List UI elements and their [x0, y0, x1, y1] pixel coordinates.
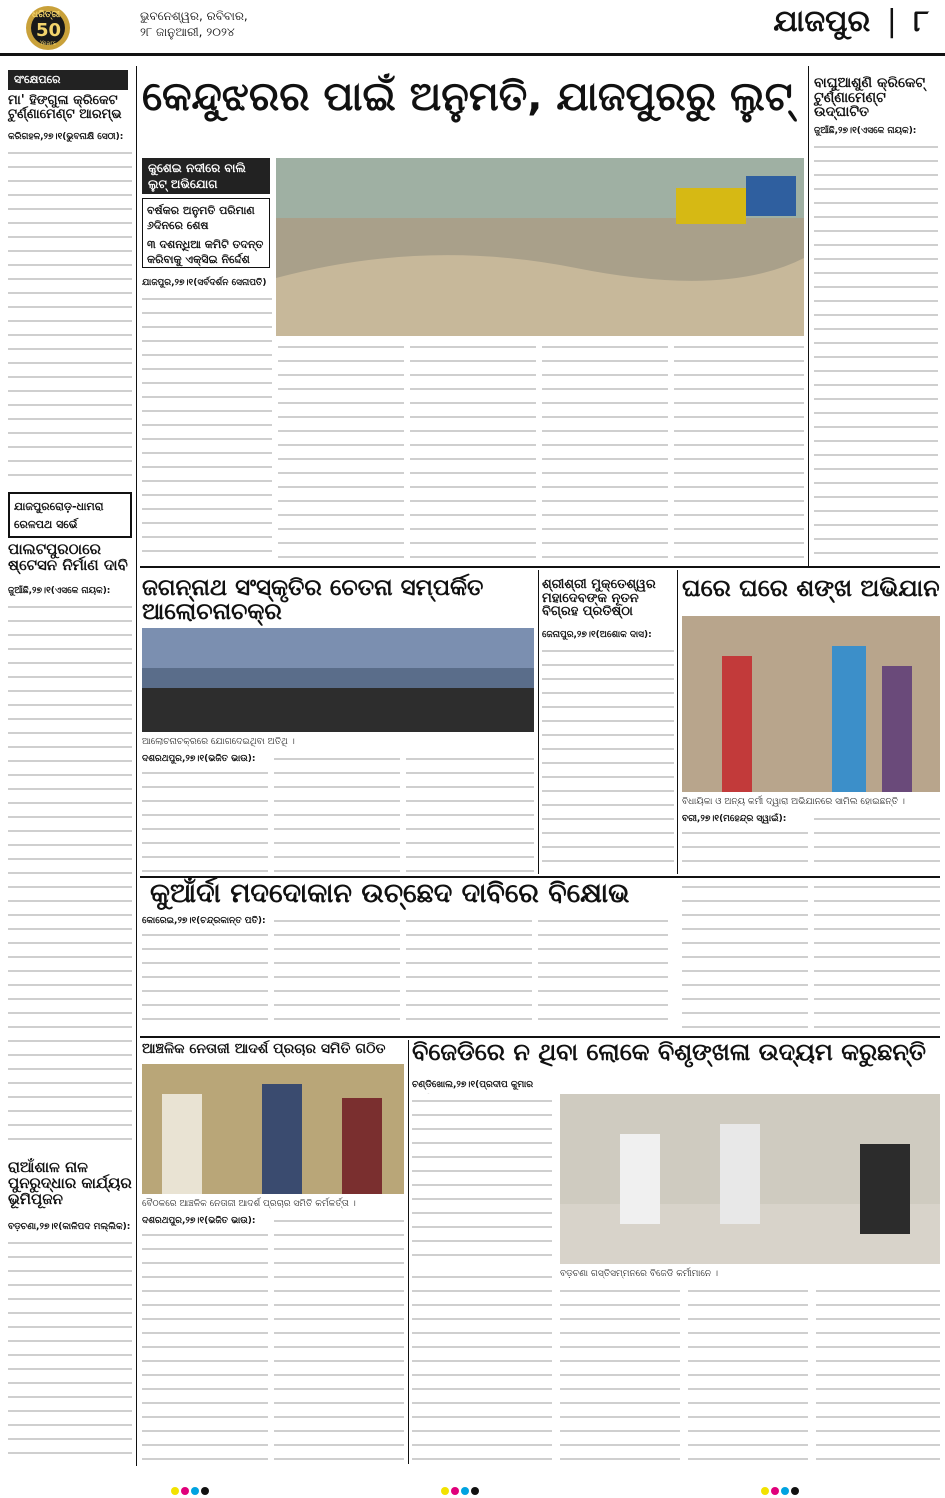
mukteswar-headline: ଶ୍ରୀଶ୍ରୀ ମୁକ୍ତେଶ୍ୱର ମହାଦେବଙ୍କ ନୂତନ ବିଗ୍ରହ ପ୍ରତିଷ୍ଠା	[542, 577, 656, 620]
lead-byline: ଯାଜପୁର,୨୭।୧(ସର୍ବଦର୍ଶନ ସେନାପତି)	[142, 278, 267, 288]
rahanshala-body	[8, 1236, 132, 1462]
cricket-byline: ଜୁଆଁଛି,୨୭।୧(ଏସକେ ନାୟକ):	[814, 126, 917, 136]
column-rule	[136, 66, 137, 1466]
rail-body	[8, 600, 132, 1140]
shankha-photo	[682, 616, 940, 792]
kuanda-body-col2	[274, 914, 400, 1032]
column-rule	[808, 66, 809, 566]
lead-body-col1	[142, 292, 272, 562]
kuanda-body-col1	[142, 928, 268, 1032]
section-name: ଯାଜପୁର	[773, 4, 871, 39]
section-title	[773, 4, 929, 39]
shankha-body-col3	[682, 880, 808, 1032]
section-rule	[140, 566, 940, 568]
bjd-body-col3	[560, 1284, 680, 1462]
cricket-headline: ବାଘୁଆଶୁଣି କ୍ରିକେଟ୍ ଟୁର୍ଣ୍ଣାମେଣ୍ଟ ଉଦ୍‌ଘାଟିତ	[814, 75, 926, 121]
bjd-body-col4	[688, 1284, 808, 1462]
rahanshala-byline: ବଡ଼ଚଣା,୨୭।୧(କାଳିପଦ ମଲ୍ଲିକ):	[8, 1222, 131, 1232]
lead-photo	[276, 158, 804, 336]
logo-years: 50	[36, 20, 62, 41]
dateline-date: ୨୮ ଜାନୁଆରୀ, ୨୦୨୪	[140, 25, 235, 39]
lead-body-col5	[674, 340, 804, 562]
lead-kicker: କୁଶେଇ ନଦୀରେ ବାଲି ଲୁଟ୍ ଅଭିଯୋଗ	[142, 158, 270, 194]
lead-body-col4	[542, 340, 668, 562]
kuanda-headline: କୁଆଁର୍ଦା ମଦଦୋକାନ ଉଚ୍ଛେଦ ଦାବିରେ ବିକ୍ଷୋଭ	[150, 878, 630, 909]
jagannath-headline: ଜଗନ୍ନାଥ ସଂସ୍କୃତିର ଚେତନା ସମ୍ପର୍କିତ ଆଲୋଚନାଚକ୍ର	[142, 575, 484, 626]
shankha-byline: ବରୀ,୨୭।୧(ମହେନ୍ଦ୍ର ସ୍ୱାଇଁ):	[682, 814, 787, 824]
netaji-photo	[142, 1064, 404, 1194]
lead-headline: କେନ୍ଦୁଝରର ପାଇଁ ଅନୁମତି, ଯାଜପୁରରୁ ଲୁଟ୍	[142, 74, 793, 120]
section-divider: |	[886, 4, 897, 39]
column-rule	[677, 570, 678, 874]
bjd-body-col1	[412, 1094, 552, 1264]
registration-dots	[170, 1480, 210, 1498]
netaji-caption: ବୈଠକରେ ଆଞ୍ଚଳିକ ନେତାଜୀ ଆଦର୍ଶ ପ୍ରଚାର ସମିତି କର୍ମକର୍ତ୍ତା ।	[142, 1199, 356, 1209]
bjd-caption: ବଡ଼ଚଣା ଗସ୍ତିସମ୍ମନରେ ବିଜେଡି କର୍ମୀମାନେ ।	[560, 1269, 718, 1279]
shankha-headline: ଘରେ ଘରେ ଶଙ୍ଖ ଅଭିଯାନ	[682, 574, 940, 602]
print-registration-bar	[0, 1470, 945, 1498]
brief-label: ସଂକ୍ଷେପରେ	[8, 70, 128, 90]
lead-bullet: ୩ ଦଶନ୍ଧିଆ କମିଟି ତଦନ୍ତ କରିବାକୁ ଏକ୍‌ସିଇ ନିର୍ଦ୍ଦେଶ	[147, 238, 264, 266]
cricket-body	[814, 140, 938, 562]
bjd-byline: ଚଣ୍ଡିଖୋଲ,୨୭।୧(ପ୍ରଦୀପ କୁମାର	[412, 1080, 534, 1090]
kuanda-body-col4	[538, 914, 668, 1032]
shankha-body-col1	[682, 826, 808, 874]
bjd-body-col2	[412, 1270, 552, 1462]
kuanda-body-col3	[406, 914, 532, 1032]
brief-body	[8, 146, 132, 486]
logo-years-label: Years	[40, 40, 56, 47]
rail-headline: ପାଲଟପୁରଠାରେ ଷ୍ଟେସନ ନିର୍ମାଣ ଦାବି	[8, 540, 128, 574]
column-rule	[408, 1040, 409, 1464]
bjd-photo	[560, 1094, 940, 1264]
kuanda-byline: କୋରେଇ,୨୭।୧(ଚନ୍ଦ୍ରକାନ୍ତ ପତି):	[142, 916, 266, 926]
masthead	[0, 0, 945, 56]
lead-body-col2	[278, 340, 404, 562]
registration-dots	[760, 1480, 800, 1498]
netaji-byline: ଦଶରଥପୁର,୨୭।୧(ଭଜିତ ଭାଉ):	[142, 1216, 256, 1226]
jagannath-byline: ଦଶରଥପୁର,୨୭।୧(ଭଜିତ ଭାଉ):	[142, 754, 256, 764]
jagannath-body-col1	[142, 766, 268, 872]
page-number: ୮	[913, 4, 929, 39]
shankha-body-col4	[814, 880, 940, 1032]
mukteswar-byline: ଜେନାପୁର,୨୭।୧(ଅଶୋକ ଦାସ):	[542, 630, 652, 640]
netaji-body-col2	[274, 1214, 404, 1462]
jagannath-body-col3	[406, 752, 534, 872]
registration-dots	[440, 1480, 480, 1498]
dateline-place: ଭୁବନେଶ୍ୱର, ରବିବାର,	[140, 9, 248, 23]
rail-label: ଯାଜପୁରରୋଡ଼-ଧାମରା ରେଳପଥ ସର୍ଭେ	[8, 492, 132, 538]
jagannath-caption: ଆଲୋଚନାଚକ୍ରରେ ଯୋଗଦେଇଥିବା ଅତିଥି ।	[142, 737, 295, 747]
dateline	[140, 8, 248, 40]
logo-title: ଧରିତ୍ରୀ	[32, 10, 61, 20]
brief-byline: କରିଗହଳ,୨୭।୧(ଭୁବନାକ୍ଷି ସେଠୀ):	[8, 132, 124, 142]
lead-bullet: ବର୍ଷକର ଅନୁମତି ପରିମାଣ ୬ଦିନରେ ଶେଷ	[147, 204, 255, 232]
lead-body-col3	[410, 340, 536, 562]
jagannath-photo	[142, 628, 534, 732]
bjd-body-col5	[816, 1284, 940, 1462]
shankha-body-col2	[814, 812, 940, 874]
bjd-headline: ବିଜେଡିରେ ନ ଥିବା ଲୋକେ ବିଶୃଙ୍ଖଳା ଉଦ୍ୟମ କରୁଛନ୍ତି	[412, 1038, 927, 1066]
rahanshala-headline: ରାଆଁଶାଳ ନାଳ ପୁନରୁଦ୍ଧାର କାର୍ଯ୍ୟର ଭୂମିପୂଜନ	[8, 1158, 132, 1208]
mukteswar-body	[542, 644, 674, 874]
jagannath-body-col2	[274, 752, 400, 872]
rail-byline: ଜୁଆଁଛି,୨୭।୧(ଏସକେ ନାୟକ):	[8, 586, 111, 596]
lead-bullets	[142, 198, 270, 268]
netaji-headline: ଆଞ୍ଚଳିକ ନେତାଜୀ ଆଦର୍ଶ ପ୍ରଚାର ସମିତି ଗଠିତ	[142, 1041, 386, 1057]
newspaper-logo	[8, 4, 128, 52]
netaji-body-col1	[142, 1228, 268, 1462]
brief-headline: ମା' ହିଙ୍ଗୁଳା କ୍ରିକେଟ ଟୁର୍ଣ୍ଣାମେଣ୍ଟ ଆରମ୍ଭ	[8, 93, 122, 122]
shankha-caption: ବିଧାୟିକା ଓ ଅନ୍ୟ କର୍ମୀ ଦ୍ୱାରା ଅଭିଯାନରେ ସାମିଲ ହୋଇଛନ୍ତି ।	[682, 797, 905, 807]
column-rule	[538, 570, 539, 874]
